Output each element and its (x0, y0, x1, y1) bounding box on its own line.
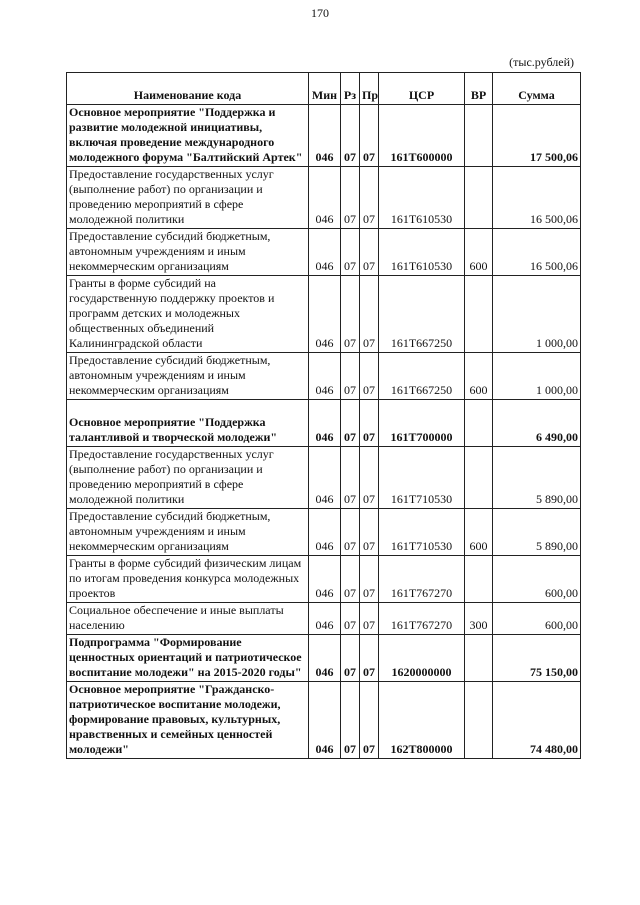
cell-min: 046 (309, 276, 341, 353)
cell-sum: 16 500,06 (493, 229, 581, 276)
cell-rz: 07 (341, 509, 360, 556)
cell-min: 046 (309, 229, 341, 276)
header-name: Наименование кода (67, 73, 309, 105)
cell-csr: 161Т600000 (379, 105, 465, 167)
cell-rz: 07 (341, 353, 360, 400)
table-row (67, 603, 581, 635)
cell-min: 046 (309, 556, 341, 603)
cell-rz: 07 (341, 400, 360, 447)
cell-name: Основное мероприятие "Гражданско-патриотическое воспитание молодежи, формирование правовых, культурных, нравственных и семейных ценностей молодежи" (67, 682, 309, 759)
table-row (67, 447, 581, 509)
cell-sum: 74 480,00 (493, 682, 581, 759)
cell-pr: 07 (360, 603, 379, 635)
cell-vr: 600 (465, 229, 493, 276)
cell-csr: 1620000000 (379, 635, 465, 682)
cell-min: 046 (309, 105, 341, 167)
cell-name: Гранты в форме субсидий физическим лицам по итогам проведения конкурса молодежных проектов (67, 556, 309, 603)
cell-rz: 07 (341, 635, 360, 682)
cell-vr (465, 447, 493, 509)
cell-vr (465, 635, 493, 682)
cell-pr: 07 (360, 353, 379, 400)
table-row (67, 682, 581, 759)
cell-pr: 07 (360, 229, 379, 276)
cell-vr (465, 276, 493, 353)
cell-min: 046 (309, 603, 341, 635)
cell-csr: 162Т800000 (379, 682, 465, 759)
table-header-row (67, 73, 581, 105)
cell-rz: 07 (341, 229, 360, 276)
table-body (67, 105, 581, 759)
cell-rz: 07 (341, 682, 360, 759)
cell-rz: 07 (341, 276, 360, 353)
header-csr: ЦСР (379, 73, 465, 105)
cell-rz: 07 (341, 105, 360, 167)
table-row (67, 229, 581, 276)
cell-csr: 161Т610530 (379, 229, 465, 276)
cell-pr: 07 (360, 556, 379, 603)
cell-rz: 07 (341, 556, 360, 603)
cell-csr: 161Т700000 (379, 400, 465, 447)
units-label: (тыс.рублей) (509, 55, 574, 69)
header-vr: ВР (465, 73, 493, 105)
cell-vr: 600 (465, 509, 493, 556)
cell-rz: 07 (341, 167, 360, 229)
table-row (67, 400, 581, 447)
cell-rz: 07 (341, 603, 360, 635)
cell-sum: 5 890,00 (493, 509, 581, 556)
cell-rz: 07 (341, 447, 360, 509)
cell-pr: 07 (360, 167, 379, 229)
cell-sum: 1 000,00 (493, 276, 581, 353)
cell-csr: 161Т710530 (379, 509, 465, 556)
table-row (67, 353, 581, 400)
cell-sum: 1 000,00 (493, 353, 581, 400)
cell-name: Предоставление государственных услуг (выполнение работ) по организации и проведению мероприятий в сфере молодежной политики (67, 167, 309, 229)
table-row (67, 509, 581, 556)
budget-table (66, 72, 581, 759)
cell-sum: 16 500,06 (493, 167, 581, 229)
cell-csr: 161Т767270 (379, 556, 465, 603)
cell-csr: 161Т667250 (379, 353, 465, 400)
table-row (67, 556, 581, 603)
cell-min: 046 (309, 509, 341, 556)
cell-name: Подпрограмма "Формирование ценностных ориентаций и патриотическое воспитание молодежи" на 2015-2020 годы" (67, 635, 309, 682)
cell-name: Предоставление государственных услуг (выполнение работ) по организации и проведению мероприятий в сфере молодежной политики (67, 447, 309, 509)
cell-sum: 5 890,00 (493, 447, 581, 509)
cell-pr: 07 (360, 276, 379, 353)
cell-vr: 600 (465, 353, 493, 400)
cell-vr (465, 400, 493, 447)
cell-csr: 161Т610530 (379, 167, 465, 229)
cell-csr: 161Т667250 (379, 276, 465, 353)
cell-name: Социальное обеспечение и иные выплаты населению (67, 603, 309, 635)
cell-pr: 07 (360, 105, 379, 167)
cell-pr: 07 (360, 447, 379, 509)
table-row (67, 635, 581, 682)
cell-sum: 6 490,00 (493, 400, 581, 447)
cell-sum: 17 500,06 (493, 105, 581, 167)
cell-csr: 161Т710530 (379, 447, 465, 509)
cell-name: Предоставление субсидий бюджетным, автономным учреждениям и иным некоммерческим организациям (67, 229, 309, 276)
table-row (67, 167, 581, 229)
header-pr: Пр (360, 73, 379, 105)
cell-vr (465, 556, 493, 603)
table-row (67, 105, 581, 167)
cell-min: 046 (309, 400, 341, 447)
cell-min: 046 (309, 167, 341, 229)
cell-pr: 07 (360, 400, 379, 447)
cell-min: 046 (309, 447, 341, 509)
cell-pr: 07 (360, 682, 379, 759)
cell-min: 046 (309, 682, 341, 759)
cell-sum: 600,00 (493, 556, 581, 603)
cell-sum: 600,00 (493, 603, 581, 635)
cell-name: Основное мероприятие "Поддержка и развитие молодежной инициативы, включая проведение международного молодежного форума "Балтийский Артек" (67, 105, 309, 167)
cell-vr: 300 (465, 603, 493, 635)
cell-min: 046 (309, 635, 341, 682)
cell-pr: 07 (360, 635, 379, 682)
cell-min: 046 (309, 353, 341, 400)
page-number: 170 (311, 6, 329, 20)
header-min: Мин (309, 73, 341, 105)
header-rz: Рз (341, 73, 360, 105)
cell-csr: 161Т767270 (379, 603, 465, 635)
cell-name: Предоставление субсидий бюджетным, автономным учреждениям и иным некоммерческим организациям (67, 509, 309, 556)
cell-sum: 75 150,00 (493, 635, 581, 682)
cell-name: Гранты в форме субсидий на государственную поддержку проектов и программ детских и молодежных общественных объединений Калининградской области (67, 276, 309, 353)
cell-vr (465, 167, 493, 229)
header-sum: Сумма (493, 73, 581, 105)
cell-vr (465, 682, 493, 759)
cell-name: Предоставление субсидий бюджетным, автономным учреждениям и иным некоммерческим организациям (67, 353, 309, 400)
table-row (67, 276, 581, 353)
cell-pr: 07 (360, 509, 379, 556)
cell-name: Основное мероприятие "Поддержка талантливой и творческой молодежи" (67, 400, 309, 447)
cell-vr (465, 105, 493, 167)
